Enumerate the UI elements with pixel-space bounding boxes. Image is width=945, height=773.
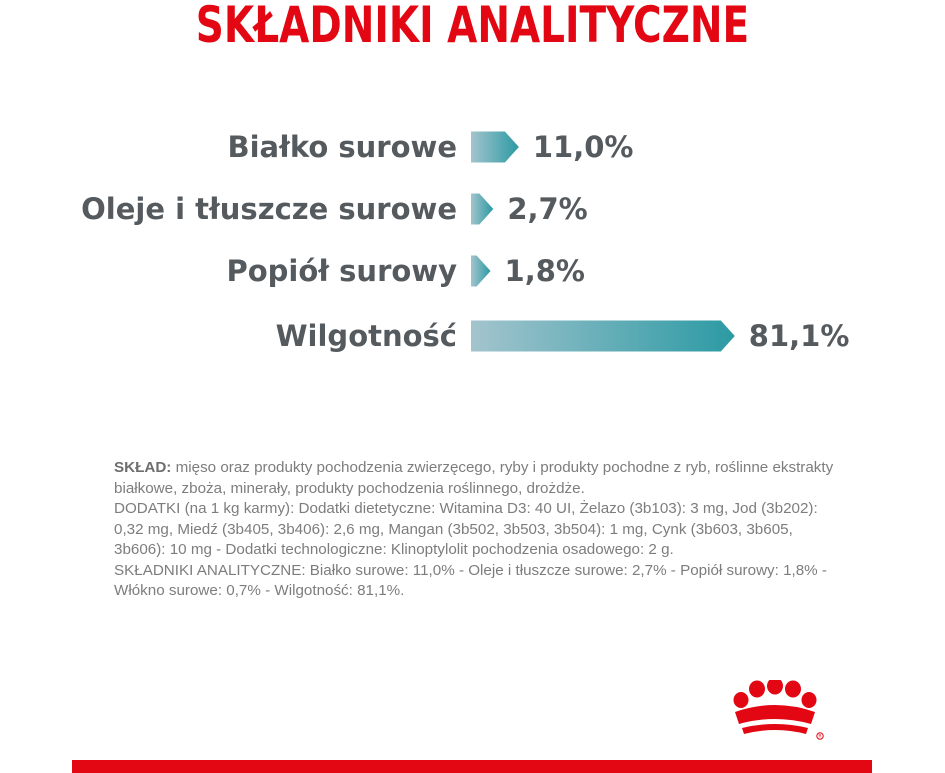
composition-ingredients bbox=[114, 458, 834, 499]
chart-value-label: 2,7% bbox=[507, 192, 588, 226]
chart-value-label: 1,8% bbox=[504, 254, 585, 288]
chart-value-label: 11,0% bbox=[532, 130, 634, 164]
royal-canin-crown-icon bbox=[728, 680, 828, 742]
chart-bar bbox=[471, 194, 493, 225]
chart-value-label: 81,1% bbox=[748, 319, 850, 353]
chart-category-label: Wilgotność bbox=[275, 319, 457, 353]
composition-lead: SKŁAD: bbox=[114, 459, 172, 476]
chart-bar bbox=[471, 132, 519, 163]
composition-analytical: SKŁADNIKI ANALITYCZNE: Białko surowe: 11,0% - Oleje i tłuszcze surowe: 2,7% - Popiół surowy: 1,8% - Włókno surowe: 0,7% - Wilgotność: 81,1%. bbox=[114, 561, 827, 599]
analytical-constituents-chart bbox=[0, 110, 945, 370]
composition-text bbox=[114, 458, 834, 602]
chart-category-label: Oleje i tłuszcze surowe bbox=[81, 192, 457, 226]
chart-category-label: Popiół surowy bbox=[226, 254, 457, 288]
chart-category-label: Białko surowe bbox=[227, 130, 457, 164]
page-title: SKŁADNIKI ANALITYCZNE bbox=[195, 0, 750, 54]
composition-additives: DODATKI (na 1 kg karmy): Dodatki dietetyczne: Witamina D3: 40 UI, Żelazo (3b103): 3 mg, Jod (3b202): 0,32 mg, Miedź (3b405, 3b406): 2,6 mg, Mangan (3b502, 3b503, 3b504): 1 mg, Cynk (3b603, 3b605, 3b606): 10 mg - Dodatki technologiczne: Klinoptylolit pochodzenia osadowego: 2 g. bbox=[114, 500, 818, 558]
svg-text:R: R bbox=[818, 734, 822, 740]
composition-ingredients-text: mięso oraz produkty pochodzenia zwierzęcego, ryby i produkty pochodne z ryb, roślinne ekstrakty białkowe, zboża, minerały, produkty pochodzenia roślinnego, drożdże. bbox=[114, 459, 834, 497]
chart-bar bbox=[471, 256, 491, 287]
bottom-accent-bar bbox=[72, 760, 872, 773]
chart-bar bbox=[471, 321, 735, 352]
